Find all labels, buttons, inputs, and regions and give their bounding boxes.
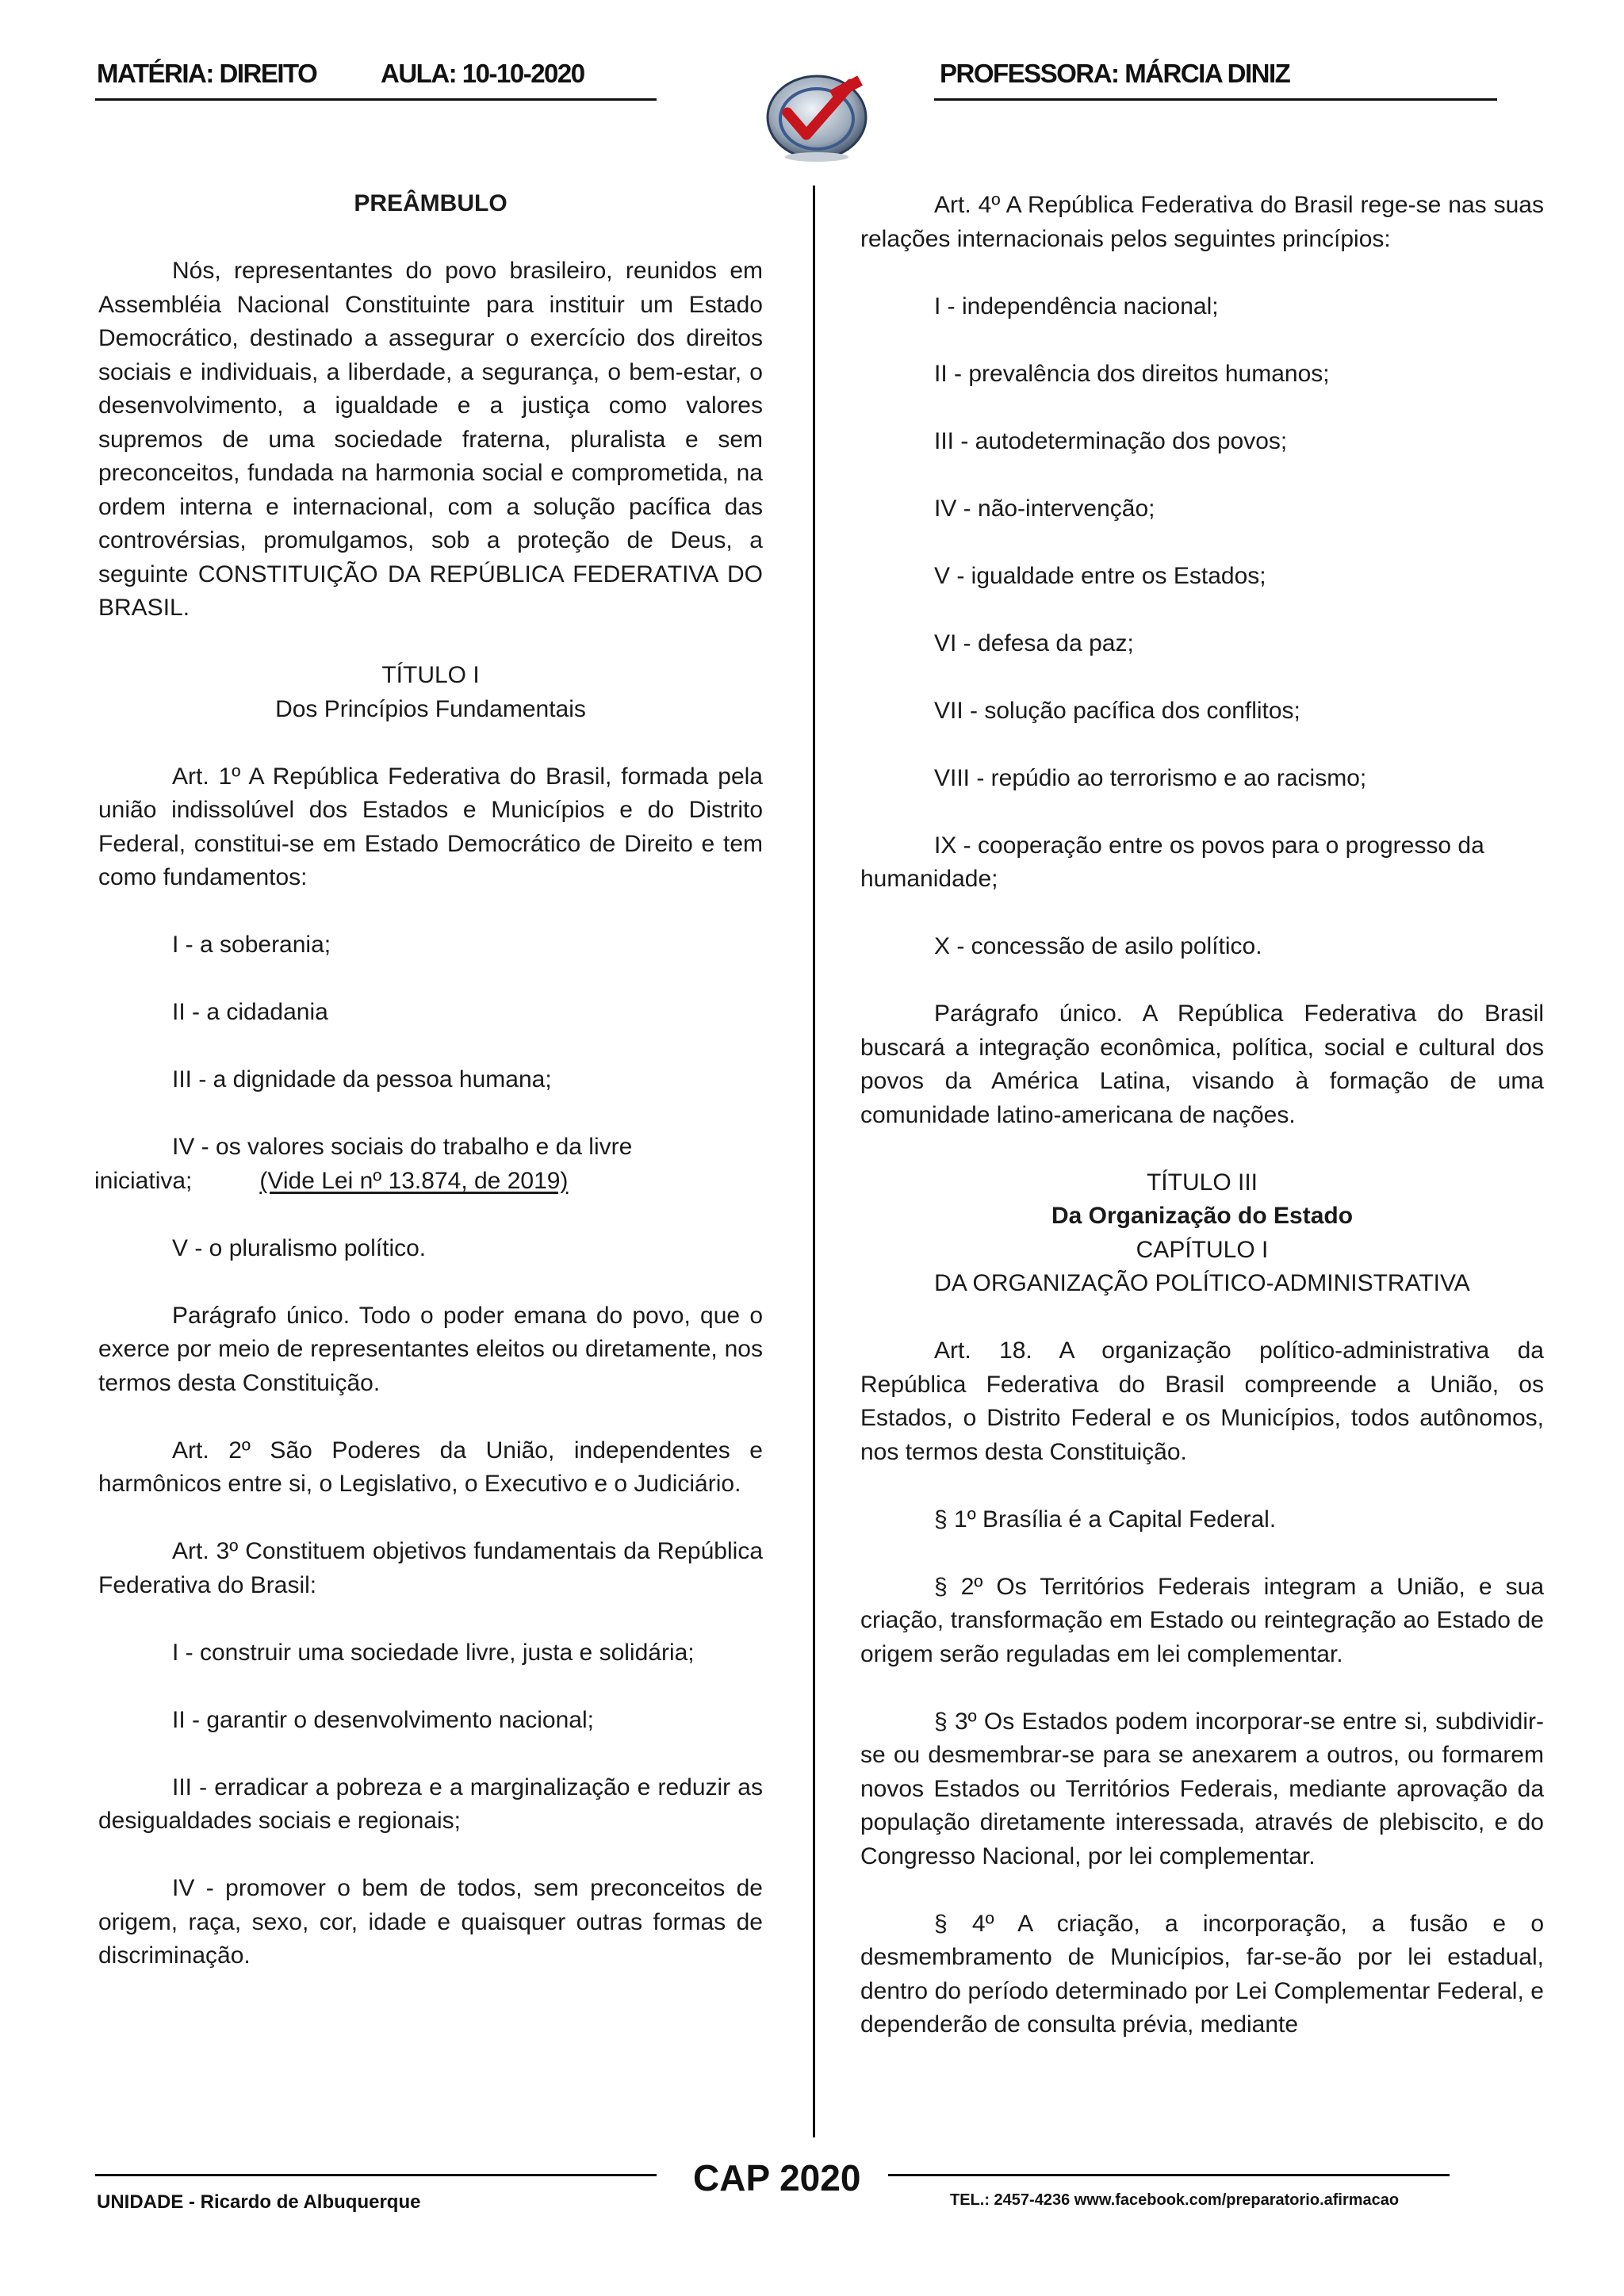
art-4-item: VII - solução pacífica dos conflitos; (934, 697, 1300, 724)
art-4-item: V - igualdade entre os Estados; (934, 562, 1266, 589)
school-logo-icon (757, 63, 876, 165)
left-column (94, 187, 763, 1973)
lesson-date: AULA: 10-10-2020 (381, 59, 584, 88)
art-1-item-iii: III - a dignidade da pessoa humana; (172, 1066, 552, 1093)
art-4-item: III - autodeterminação dos povos; (934, 427, 1288, 454)
art-18-par-4: § 4º A criação, a incorporação, a fusão e o desmembramento de Municípios, far-se-ão por lei estadual, dentro do período determinado por Lei Complementar Federal, e dependerão de consulta prévia, mediante (860, 1910, 1544, 2038)
art-4: Art. 4º A República Federativa do Brasil rege-se nas suas relações internacionais pelos seguintes princípios: (860, 192, 1544, 252)
unit-label: UNIDADE - Ricardo de Albuquerque (97, 2191, 421, 2213)
header-rule-right (934, 98, 1497, 101)
chapter-1-heading: CAPÍTULO I (1136, 1236, 1269, 1263)
art-1-item-v: V - o pluralismo político. (172, 1234, 427, 1261)
art-4-item: VIII - repúdio ao terrorismo e ao racismo; (934, 764, 1367, 791)
subject-label: MATÉRIA: DIREITO (97, 59, 317, 88)
art-3-item-ii: II - garantir o desenvolvimento nacional; (172, 1706, 594, 1733)
preamble-text: Nós, representantes do povo brasileiro, reunidos em Assembléia Nacional Constituinte para instituir um Estado Democrático, destinado a assegurar o exercício dos direitos sociais e individuais, a liberdade, a segurança, o bem-estar, o desenvolvimento, a igualdade e a justiça como valores supremos de uma sociedade fraterna, pluralista e sem preconceitos, fundada na harmonia social e comprometida, na ordem interna e internacional, com a solução pacífica das controvérsias, promulgamos, sob a proteção de Deus, a seguinte CONSTITUIÇÃO DA REPÚBLICA FEDERATIVA DO BRASIL. (98, 258, 763, 621)
title-1-subtitle: Dos Princípios Fundamentais (275, 695, 586, 722)
contact-label: TEL.: 2457-4236 www.facebook.com/preparatorio.afirmacao (950, 2191, 1400, 2209)
art-4-item: IV - não-intervenção; (934, 495, 1155, 522)
chapter-1-subtitle: DA ORGANIZAÇÃO POLÍTICO-ADMINISTRATIVA (934, 1270, 1470, 1296)
art-1: Art. 1º A República Federativa do Brasil, formada pela união indissolúvel dos Estados e Municípios e do Distrito Federal, constitui-se em Estado Democrático de Direito e tem como fundamentos: (98, 763, 763, 890)
title-3-subtitle: Da Organização do Estado (1051, 1203, 1354, 1229)
art-4-item: X - concessão de asilo político. (934, 933, 1262, 959)
art-4-item: II - prevalência dos direitos humanos; (934, 360, 1330, 387)
title-1-heading: TÍTULO I (381, 662, 480, 688)
art-4-paragraph: Parágrafo único. A República Federativa do Brasil buscará a integração econômica, política, social e cultural dos povos da América Latina, visando à formação de uma comunidade latino-americana de nações. (860, 1001, 1544, 1128)
art-1-item-iv-cont (94, 1165, 763, 1199)
art-18-par-3: § 3º Os Estados podem incorporar-se entre si, subdividir-se ou desmembrar-se para se anexarem a outros, ou formarem novos Estados ou Territórios Federais, mediante aprovação da população diretamente interessada, através de plebiscito, e do Congresso Nacional, por lei complementar. (860, 1708, 1544, 1869)
art-3-item-iv: IV - promover o bem de todos, sem preconceitos de origem, raça, sexo, cor, idade e quaisquer outras formas de discriminação. (98, 1875, 763, 1969)
art-1-item-i: I - a soberania; (172, 932, 331, 958)
preamble-title: PREÂMBULO (354, 190, 508, 216)
art-4-item: VI - defesa da paz; (934, 629, 1134, 656)
right-column (860, 189, 1544, 2042)
art-1-item-iv (98, 1131, 763, 1165)
art-4-item: IX - cooperação entre os povos para o progresso da humanidade; (860, 832, 1484, 892)
teacher-label: PROFESSORA: MÁRCIA DINIZ (940, 59, 1290, 88)
vide-lei-link[interactable]: (Vide Lei nº 13.874, de 2019) (259, 1167, 569, 1194)
brand-label: CAP 2020 (693, 2157, 861, 2198)
footer-rule-right (888, 2174, 1450, 2176)
art-1-paragraph: Parágrafo único. Todo o poder emana do povo, que o exerce por meio de representantes eleitos ou diretamente, nos termos desta Constituição. (98, 1302, 763, 1396)
art-3: Art. 3º Constituem objetivos fundamentais da República Federativa do Brasil: (98, 1538, 763, 1598)
art-1-item-ii: II - a cidadania (172, 999, 328, 1025)
art-18: Art. 18. A organização político-administrativa da República Federativa do Brasil compreende a União, os Estados, o Distrito Federal e os Municípios, todos autônomos, nos termos desta Constituição. (860, 1337, 1544, 1465)
title-3-heading: TÍTULO III (1146, 1169, 1258, 1196)
art-18-par-2: § 2º Os Territórios Federais integram a União, e sua criação, transformação em Estado ou reintegração ao Estado de origem serão reguladas em lei complementar. (860, 1573, 1544, 1667)
art-2: Art. 2º São Poderes da União, independentes e harmônicos entre si, o Legislativo, o Executivo e o Judiciário. (98, 1437, 763, 1497)
art-3-item-iii: III - erradicar a pobreza e a marginalização e reduzir as desigualdades sociais e regionais; (98, 1774, 763, 1834)
art-4-item: I - independência nacional; (934, 293, 1219, 320)
art-3-item-i: I - construir uma sociedade livre, justa e solidária; (172, 1639, 695, 1666)
art-1-item-iv-line1: IV - os valores sociais do trabalho e da livre (172, 1134, 633, 1160)
column-divider (813, 186, 815, 2137)
art-1-item-iv-line2: iniciativa; (94, 1167, 193, 1194)
footer-rule-left (95, 2174, 657, 2176)
art-18-par-1: § 1º Brasília é a Capital Federal. (934, 1506, 1277, 1533)
header-rule-left (95, 98, 657, 101)
